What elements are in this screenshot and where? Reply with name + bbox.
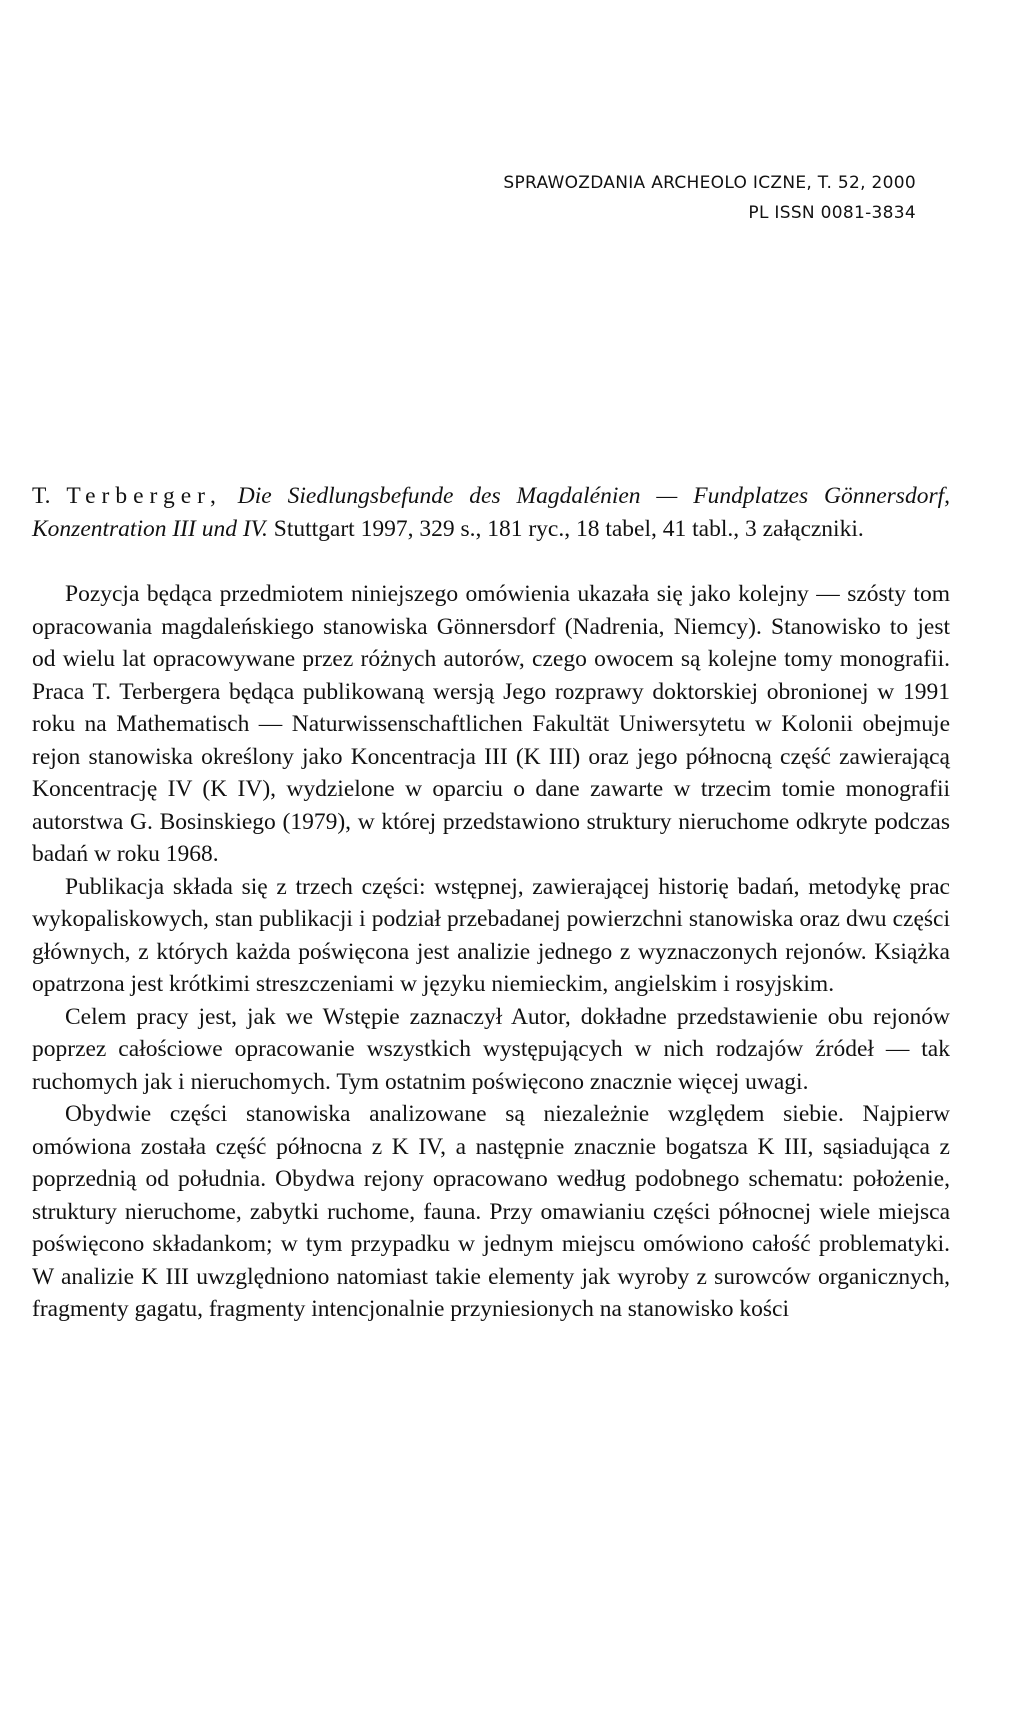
paragraph: Celem pracy jest, jak we Wstępie zaznaczył Autor, dokładne przedstawienie obu rejonów poprzez całościowe opracowanie wszystkich występujących w nich rodzajów źródeł — tak ruchomych jak i nieruchomych. Tym ostatnim poświęcono znacznie więcej uwagi. — [32, 1003, 950, 1095]
paragraph: Pozycja będąca przedmiotem niniejszego omówienia ukazała się jako kolejny — szósty tom opracowania magdaleńskiego stanowiska Gönnersdorf (Nadrenia, Niemcy). Stanowisko to jest od wielu lat opracowywane przez różnych autorów, czego owocem są kolejne tomy monografii. Praca T. Terbergera będąca publikowaną wersją Jego rozprawy doktorskiej obronionej w 1991 roku na Mathematisch — Naturwissenschaftlichen Fakultät Uniwersytetu w Kolonii obejmuje rejon stanowiska określony jako Koncentracja III (K III) oraz jego północną część zawierającą Koncentrację IV (K IV), wydzielone w oparciu o dane zawarte w trzecim tomie monografii autorstwa G. Bosinskiego (1979), w której przedstawiono struktury nieruchome odkryte podczas badań w roku 1968. — [32, 581, 950, 867]
publication-details: Stuttgart 1997, 329 s., 181 ryc., 18 tabel, 41 tabl., 3 załączniki. — [267, 515, 864, 542]
work-title: Die Siedlungsbefunde des Magdalénien — Fundplatzes Gönnersdorf, Konzentration III und IV. — [32, 483, 950, 542]
journal-title-line: SPRAWOZDANIA ARCHEOLO ICZNE, T. 52, 2000 — [503, 173, 916, 193]
author-surname: Terberger, — [66, 483, 222, 509]
issn-line: PL ISSN 0081-3834 — [748, 203, 916, 223]
paragraph: Publikacja składa się z trzech części: wstępnej, zawierającej historię badań, metodykę prac wykopaliskowych, stan publikacji i podział przebadanej powierzchni stanowiska oraz dwu części głównych, z których każda poświęcona jest analizie jednego z wyznaczonych rejonów. Książka opatrzona jest krótkimi streszczeniami w języku niemieckim, angielskim i rosyjskim. — [32, 873, 950, 997]
author-initial: T. — [32, 483, 67, 509]
review-body — [32, 480, 950, 1326]
journal-header — [503, 168, 916, 228]
bibliographic-citation — [32, 480, 950, 545]
paragraph: Obydwie części stanowiska analizowane są niezależnie względem siebie. Najpierw omówiona została część północna z K IV, a następnie znacznie bogatsza K III, sąsiadująca z poprzednią od południa. Obydwa rejony opracowano według podobnego schematu: położenie, struktury nieruchome, zabytki ruchome, fauna. Przy omawianiu części północnej wiele miejsca poświęcono składankom; w tym przypadku w jednym miejscu omówiono całość problematyki. W analizie K III uwzględniono natomiast takie elementy jak wyroby z surowców organicznych, fragmenty gagatu, fragmenty intencjonalnie przyniesionych na stanowisko kości — [32, 1101, 950, 1322]
